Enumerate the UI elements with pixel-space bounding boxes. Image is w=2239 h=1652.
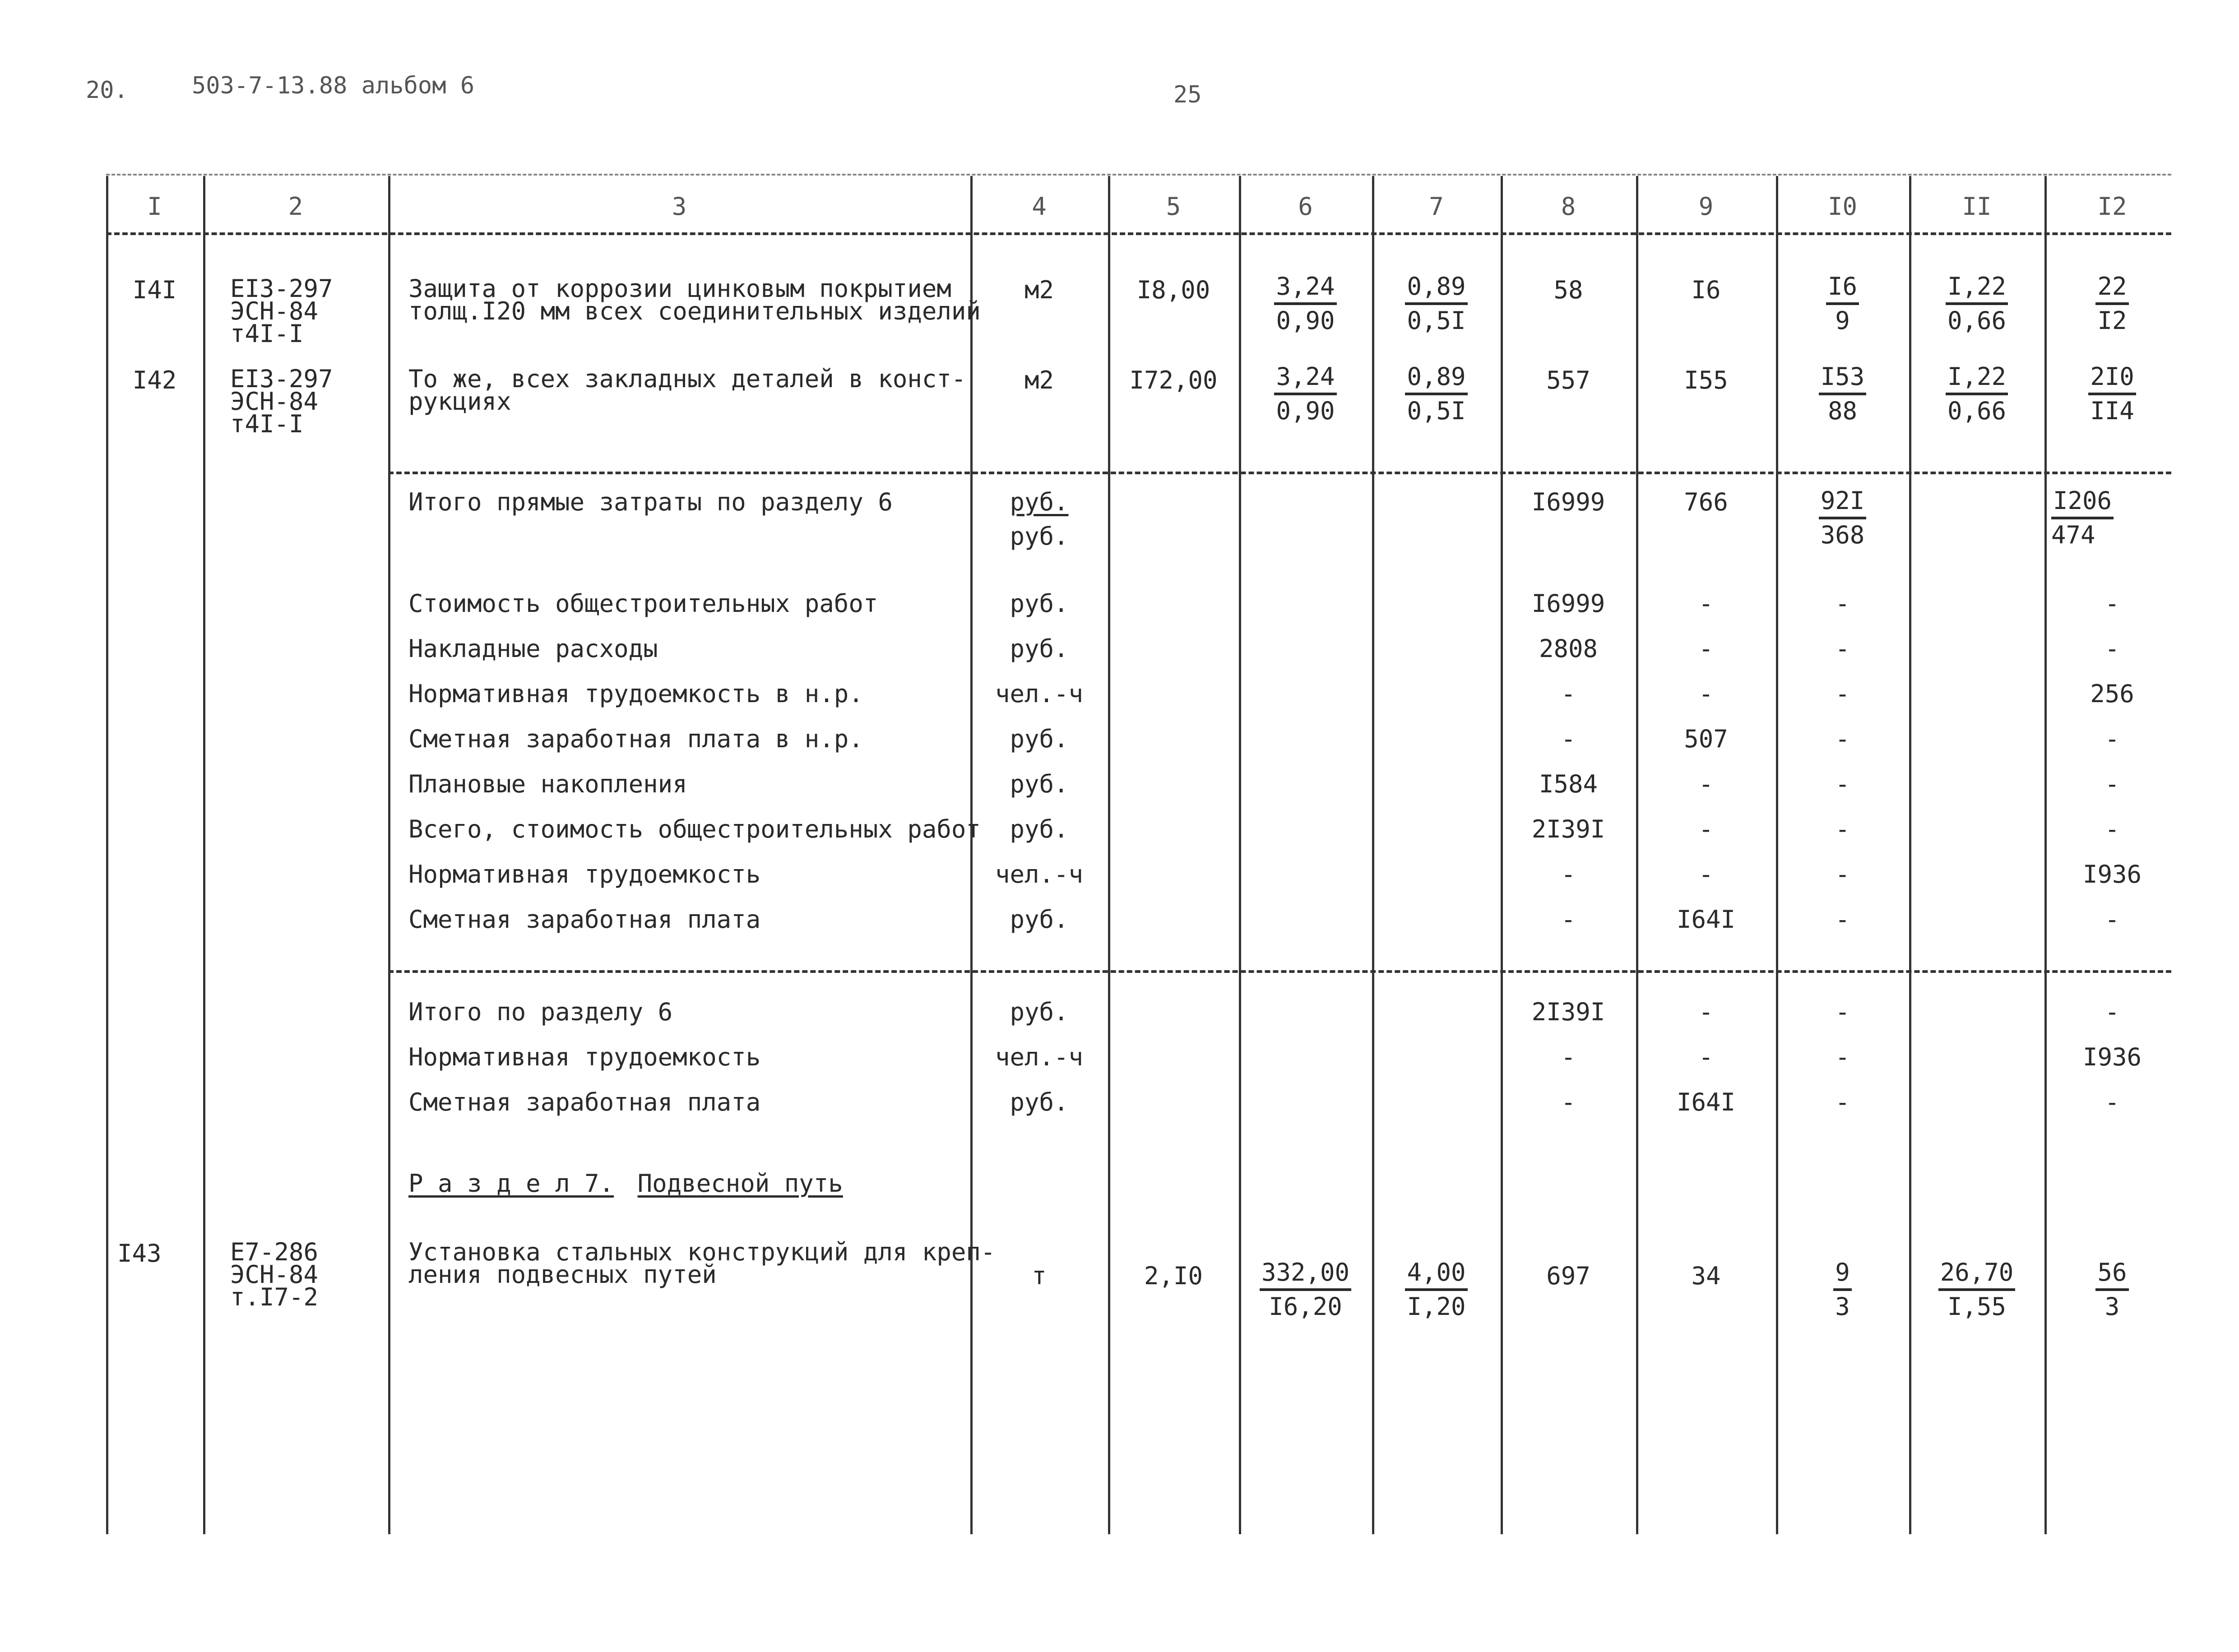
norm-code: [230, 1238, 319, 1311]
line-label: Стоимость общестроительных работ: [408, 589, 878, 618]
fraction-denominator: I6,20: [1269, 1292, 1342, 1321]
line-unit: руб.: [1010, 589, 1069, 618]
line-total-cost: -: [1561, 905, 1576, 934]
norm-code-line: т4I-I: [230, 319, 304, 348]
line-labor: -: [2105, 725, 2120, 753]
labor-unit-fraction: [1909, 361, 2044, 427]
line-label: Нормативная трудоемкость: [408, 860, 761, 888]
table-top-border: [106, 174, 2171, 176]
work-description: [408, 274, 981, 325]
column-header: I: [147, 192, 162, 221]
line-total-cost: I584: [1539, 770, 1598, 798]
fraction-numerator: 26,70: [1938, 1257, 2016, 1291]
norm-code-line: E7-286: [230, 1238, 319, 1266]
line-total-cost: -: [1561, 725, 1576, 753]
total-cost: 697: [1546, 1262, 1590, 1290]
norm-code-line: ЭСН-84: [230, 387, 319, 416]
line-unit: руб.: [1010, 634, 1069, 663]
line-unit: чел.-ч: [995, 680, 1084, 708]
line-unit: чел.-ч: [995, 860, 1084, 888]
machine-cost-fraction: [1372, 361, 1501, 427]
description-line: Установка стальных конструкций для креп-: [408, 1238, 996, 1266]
line-total-cost: 2I39I: [1531, 998, 1605, 1026]
section-separator: [388, 970, 2171, 973]
labor-total-fraction: [2044, 361, 2180, 427]
machine-cost-fraction: [1372, 271, 1501, 337]
line-label: Сметная заработная плата в н.р.: [408, 725, 863, 753]
fraction-numerator: 3,24: [1274, 271, 1336, 305]
row-number: I42: [132, 366, 177, 394]
fraction-denominator: 0,66: [1947, 397, 2007, 425]
fraction-denominator: I,20: [1407, 1292, 1466, 1321]
unit-cost-fraction: [1239, 1257, 1372, 1323]
machine-total-fraction: [1776, 361, 1909, 427]
norm-code-line: EI3-297: [230, 274, 333, 303]
line-machine-cost: -: [1835, 1088, 1850, 1116]
subtotal-total-cost: I6999: [1531, 488, 1605, 516]
line-unit: чел.-ч: [995, 1043, 1084, 1071]
fraction-denominator: 0,66: [1947, 306, 2007, 335]
fraction-denominator: I2: [2097, 306, 2127, 335]
description-line: ления подвесных путей: [408, 1260, 717, 1289]
description-line: Защита от коррозии цинковым покрытием: [408, 274, 951, 303]
unit-cost-fraction: [1239, 361, 1372, 427]
column-header: I0: [1827, 192, 1858, 221]
line-machine-cost: -: [1835, 589, 1850, 618]
line-unit: руб.: [1010, 770, 1069, 798]
labor-unit-fraction: [1909, 271, 2044, 337]
quantity: I72,00: [1129, 366, 1218, 394]
fraction-numerator: 22: [2095, 271, 2128, 305]
line-wage-cost: I64I: [1676, 905, 1736, 934]
line-unit: руб.: [1010, 1088, 1069, 1116]
line-machine-cost: -: [1835, 680, 1850, 708]
fraction-numerator: I206: [2051, 485, 2114, 519]
norm-code: [230, 274, 333, 348]
line-machine-cost: -: [1835, 860, 1850, 888]
row-number: I4I: [132, 276, 177, 304]
section-heading: [408, 1171, 843, 1196]
line-unit: руб.: [1010, 815, 1069, 843]
line-total-cost: -: [1561, 680, 1576, 708]
fraction-numerator: 4,00: [1405, 1257, 1467, 1291]
line-labor: -: [2105, 634, 2120, 663]
line-labor: 256: [2090, 680, 2134, 708]
fraction-denominator: 88: [1827, 397, 1857, 425]
line-wage-cost: -: [1698, 589, 1714, 618]
line-machine-cost: -: [1835, 998, 1850, 1026]
norm-code: [230, 365, 333, 438]
fraction-numerator: 0,89: [1405, 361, 1467, 395]
machine-total-fraction: [1776, 271, 1909, 337]
line-machine-cost: -: [1835, 905, 1850, 934]
labor-total-fraction: [2044, 1257, 2180, 1323]
unit: т: [1032, 1262, 1047, 1290]
unit-cost-fraction: [1239, 271, 1372, 337]
column-header: 5: [1166, 192, 1181, 221]
fraction-denominator: 0,5I: [1407, 397, 1466, 425]
fraction-numerator: 9: [1833, 1257, 1852, 1291]
subtotal-labor-fraction: [2051, 485, 2114, 551]
line-label: Сметная заработная плата: [408, 1088, 761, 1116]
unit: м2: [1024, 276, 1054, 304]
line-wage-cost: -: [1698, 680, 1714, 708]
work-description: [408, 1238, 996, 1289]
fraction-numerator: I53: [1819, 361, 1867, 395]
line-wage-cost: I64I: [1676, 1088, 1736, 1116]
norm-code-line: ЭСН-84: [230, 1260, 319, 1289]
fraction-denominator: 0,90: [1276, 397, 1335, 425]
labor-total-fraction: [2044, 271, 2180, 337]
column-header: 6: [1298, 192, 1313, 221]
column-header: 8: [1561, 192, 1576, 221]
norm-code-line: т4I-I: [230, 410, 304, 438]
column-header: I2: [2097, 192, 2127, 221]
fraction-denominator: 3: [2105, 1292, 2120, 1321]
column-header: 7: [1429, 192, 1444, 221]
line-labor: -: [2105, 770, 2120, 798]
total-cost: 58: [1553, 276, 1583, 304]
section-separator: [388, 472, 2171, 474]
fraction-denominator: 3: [1835, 1292, 1850, 1321]
total-cost: 557: [1546, 366, 1590, 394]
work-description: [408, 365, 966, 416]
column-header: II: [1962, 192, 1992, 221]
subtotal-unit-top: руб.: [1010, 488, 1069, 516]
fraction-denominator: 9: [1835, 306, 1850, 335]
description-line: рукциях: [408, 387, 511, 416]
fraction-numerator: 56: [2095, 1257, 2128, 1291]
document-reference: 503-7-13.88 альбом 6: [192, 72, 475, 99]
fraction-denominator: I,55: [1947, 1292, 2007, 1321]
line-labor: -: [2105, 815, 2120, 843]
line-total-cost: -: [1561, 1088, 1576, 1116]
line-machine-cost: -: [1835, 1043, 1850, 1071]
line-total-cost: 2808: [1539, 634, 1598, 663]
fraction-denominator: 0,5I: [1407, 306, 1466, 335]
column-header: 9: [1698, 192, 1714, 221]
row-number: I43: [117, 1239, 162, 1268]
page-left-number: 20.: [86, 77, 128, 104]
line-wage-cost: -: [1698, 815, 1714, 843]
subtotal-wage-cost: 766: [1684, 488, 1728, 516]
fraction-numerator: I,22: [1946, 271, 2008, 305]
line-labor: I936: [2082, 860, 2142, 888]
line-label: Накладные расходы: [408, 634, 658, 663]
fraction-numerator: I6: [1826, 271, 1859, 305]
line-label: Нормативная трудоемкость: [408, 1043, 761, 1071]
subtotal-unit-bottom: руб.: [1010, 522, 1069, 551]
line-label: Нормативная трудоемкость в н.р.: [408, 680, 863, 708]
column-divider: [203, 176, 205, 1534]
fraction-numerator: 0,89: [1405, 271, 1467, 305]
column-header: 3: [672, 192, 687, 221]
description-line: толщ.I20 мм всех соединительных изделий: [408, 297, 981, 325]
line-label: Всего, стоимость общестроительных работ: [408, 815, 981, 843]
line-unit: руб.: [1010, 725, 1069, 753]
wage-cost: I55: [1684, 366, 1728, 394]
description-line: То же, всех закладных деталей в конст-: [408, 365, 966, 393]
norm-code-line: т.I7-2: [230, 1283, 319, 1311]
line-total-cost: I6999: [1531, 589, 1605, 618]
line-wage-cost: -: [1698, 634, 1714, 663]
fraction-numerator: 92I: [1819, 485, 1867, 519]
subtotal-machine-fraction: [1776, 485, 1909, 551]
column-header: 4: [1032, 192, 1047, 221]
fraction-numerator: 332,00: [1260, 1257, 1351, 1291]
fraction-denominator: 474: [2051, 521, 2095, 549]
line-labor: -: [2105, 998, 2120, 1026]
line-label: Плановые накопления: [408, 770, 687, 798]
line-wage-cost: -: [1698, 770, 1714, 798]
line-wage-cost: -: [1698, 1043, 1714, 1071]
wage-cost: 34: [1691, 1262, 1721, 1290]
line-wage-cost: 507: [1684, 725, 1728, 753]
line-label: Сметная заработная плата: [408, 905, 761, 934]
line-labor: -: [2105, 1088, 2120, 1116]
line-labor: -: [2105, 589, 2120, 618]
subtotal-unit: [970, 490, 1108, 549]
line-total-cost: -: [1561, 860, 1576, 888]
column-divider: [388, 176, 390, 1534]
quantity: 2,I0: [1144, 1262, 1203, 1290]
labor-unit-fraction: [1909, 1257, 2044, 1323]
quantity: I8,00: [1136, 276, 1210, 304]
fraction-denominator: 0,90: [1276, 306, 1335, 335]
line-wage-cost: -: [1698, 860, 1714, 888]
line-machine-cost: -: [1835, 634, 1850, 663]
line-machine-cost: -: [1835, 815, 1850, 843]
section-heading-prefix: Р а з д е л 7.: [408, 1169, 614, 1198]
line-machine-cost: -: [1835, 770, 1850, 798]
unit: м2: [1024, 366, 1054, 394]
fraction-denominator: II4: [2090, 397, 2134, 425]
subtotal-label: Итого прямые затраты по разделу 6: [408, 488, 893, 516]
norm-code-line: EI3-297: [230, 365, 333, 393]
line-total-cost: -: [1561, 1043, 1576, 1071]
line-labor: -: [2105, 905, 2120, 934]
header-separator: [106, 232, 2171, 235]
line-labor: I936: [2082, 1043, 2142, 1071]
fraction-numerator: I,22: [1946, 361, 2008, 395]
fraction-numerator: 3,24: [1274, 361, 1336, 395]
line-total-cost: 2I39I: [1531, 815, 1605, 843]
line-label: Итого по разделу 6: [408, 998, 673, 1026]
wage-cost: I6: [1691, 276, 1721, 304]
fraction-denominator: 368: [1820, 521, 1865, 549]
line-machine-cost: -: [1835, 725, 1850, 753]
line-unit: руб.: [1010, 998, 1069, 1026]
line-wage-cost: -: [1698, 998, 1714, 1026]
machine-total-fraction: [1776, 1257, 1909, 1323]
line-unit: руб.: [1010, 905, 1069, 934]
section-heading-title: Подвесной путь: [637, 1169, 843, 1198]
machine-cost-fraction: [1372, 1257, 1501, 1323]
norm-code-line: ЭСН-84: [230, 297, 319, 325]
fraction-numerator: 2I0: [2088, 361, 2136, 395]
page-number: 25: [1173, 81, 1202, 108]
column-header: 2: [288, 192, 303, 221]
